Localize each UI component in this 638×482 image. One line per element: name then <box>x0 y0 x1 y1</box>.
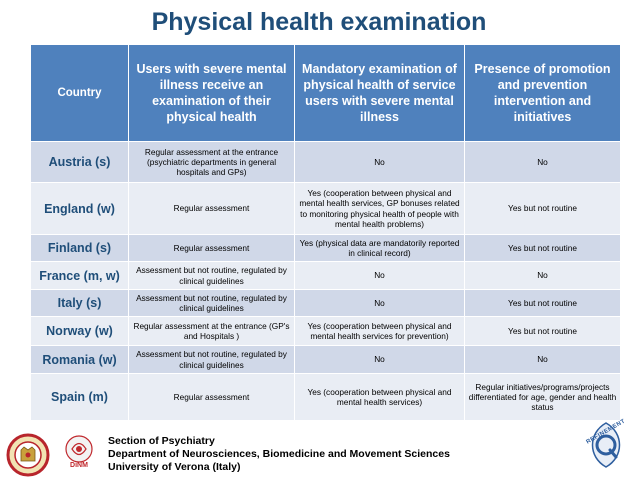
page-title: Physical health examination <box>151 8 487 36</box>
table-row <box>31 142 621 183</box>
mandatory-cell: Yes (cooperation between physical and mental health services) <box>295 374 465 421</box>
promotion-cell: Yes but not routine <box>465 290 621 317</box>
country-cell: France (m, w) <box>31 262 129 290</box>
mandatory-cell: No <box>295 142 465 183</box>
refinement-logo <box>580 413 632 473</box>
mandatory-cell: No <box>295 290 465 317</box>
country-cell: England (w) <box>31 183 129 235</box>
promotion-cell: No <box>465 262 621 290</box>
table-row <box>31 374 621 421</box>
footer-university: University of Verona (Italy) <box>108 461 241 473</box>
country-cell: Austria (s) <box>31 142 129 183</box>
mandatory-cell: No <box>295 262 465 290</box>
examination-cell: Assessment but not routine, regulated by clinical guidelines <box>129 346 295 374</box>
promotion-cell: No <box>465 346 621 374</box>
dinm-logo <box>60 434 98 474</box>
table-header-row <box>31 45 621 142</box>
examination-cell: Regular assessment <box>129 183 295 235</box>
mandatory-cell: Yes (physical data are mandatorily reported in clinical record) <box>295 235 465 262</box>
university-seal-logo <box>6 433 50 482</box>
country-cell: Finland (s) <box>31 235 129 262</box>
header-promotion: Presence of promotion and prevention intervention and initiatives <box>465 45 621 142</box>
examination-cell: Regular assessment at the entrance (psychiatric departments in general hospitals and GPs) <box>129 142 295 183</box>
mandatory-cell: Yes (cooperation between physical and mental health services for prevention) <box>295 317 465 346</box>
examination-cell: Regular assessment <box>129 235 295 262</box>
examination-cell: Regular assessment <box>129 374 295 421</box>
country-cell: Romania (w) <box>31 346 129 374</box>
table-row <box>31 317 621 346</box>
footer-affiliation <box>108 435 450 474</box>
header-examination: Users with severe mental illness receive an examination of their physical health <box>129 45 295 142</box>
footer-department: Department of Neurosciences, Biomedicine and Movement Sciences <box>108 448 450 460</box>
header-mandatory: Mandatory examination of physical health of service users with severe mental illness <box>295 45 465 142</box>
table-row <box>31 346 621 374</box>
promotion-cell: Regular initiatives/programs/projects differentiated for age, gender and health status <box>465 374 621 421</box>
table-row <box>31 235 621 262</box>
comparison-table <box>30 44 621 421</box>
table-row <box>31 262 621 290</box>
promotion-cell: Yes but not routine <box>465 235 621 262</box>
country-cell: Italy (s) <box>31 290 129 317</box>
table-row <box>31 290 621 317</box>
examination-cell: Assessment but not routine, regulated by clinical guidelines <box>129 262 295 290</box>
country-cell: Spain (m) <box>31 374 129 421</box>
promotion-cell: Yes but not routine <box>465 183 621 235</box>
dinm-logo-text: DiNM <box>70 462 88 469</box>
header-country: Country <box>31 45 129 142</box>
examination-cell: Assessment but not routine, regulated by clinical guidelines <box>129 290 295 317</box>
refinement-logo-text: REFINEMENT <box>585 418 627 446</box>
examination-cell: Regular assessment at the entrance (GP's and Hospitals ) <box>129 317 295 346</box>
country-cell: Norway (w) <box>31 317 129 346</box>
table-row <box>31 183 621 235</box>
mandatory-cell: No <box>295 346 465 374</box>
promotion-cell: No <box>465 142 621 183</box>
mandatory-cell: Yes (cooperation between physical and mental health services, GP bonuses related to monitoring physical health of people with mental health problems) <box>295 183 465 235</box>
footer-section: Section of Psychiatry <box>108 435 215 447</box>
promotion-cell: Yes but not routine <box>465 317 621 346</box>
